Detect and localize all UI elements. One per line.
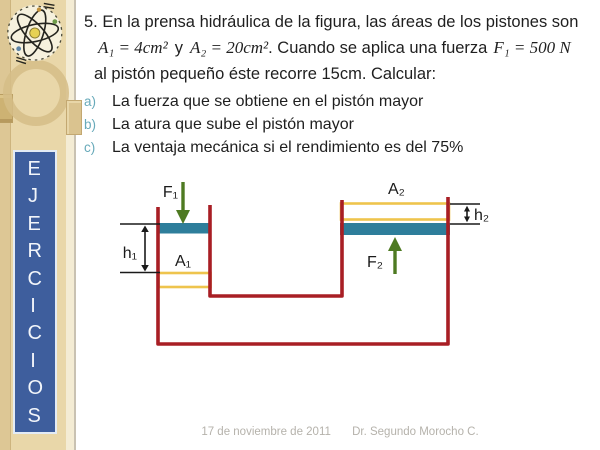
- list-text-b: La atura que sube el pistón mayor: [112, 116, 354, 133]
- problem-line-3: al pistón pequeño éste recorre 15cm. Calcular:: [94, 65, 437, 83]
- list-marker-a: a): [84, 94, 97, 109]
- footer-date: 17 de noviembre de 2011: [201, 426, 331, 438]
- problem-line-1: 5. En la prensa hidráulica de la figura, las áreas de los pistones son: [84, 13, 579, 31]
- question-list: [84, 93, 584, 162]
- h1-arrowhead-bottom: [141, 265, 149, 272]
- sidebar-divider-line: [74, 0, 76, 450]
- ejercicios-banner: [13, 150, 57, 434]
- large-piston-final: [341, 204, 449, 220]
- ejercicios-vertical-title: EJERCICIOS: [27, 158, 48, 427]
- sidebar-divider-gap: [66, 0, 74, 450]
- slide-footer: [80, 426, 600, 438]
- list-marker-c: c): [84, 140, 96, 155]
- label-f2: F₂: [367, 254, 383, 271]
- h2-arrowhead-bottom: [464, 217, 470, 223]
- list-marker-b: b): [84, 117, 97, 132]
- h2-arrowhead-top: [464, 206, 470, 212]
- conjunction: y: [174, 39, 183, 57]
- label-h1: h₁: [122, 245, 137, 262]
- list-text-c: La ventaja mecánica si el rendimiento es del 75%: [112, 139, 464, 156]
- hydraulic-press-diagram: [110, 168, 510, 368]
- sidebar: [0, 0, 76, 450]
- math-area-2: A₂ = 20cm²: [189, 38, 269, 57]
- list-item-b: [84, 116, 584, 139]
- label-f1: F₁: [162, 184, 178, 201]
- footer-author: Dr. Segundo Morocho C.: [352, 426, 479, 438]
- sidebar-edge-strip: [0, 0, 11, 450]
- label-h2: h₂: [474, 207, 490, 224]
- label-a2: A₂: [388, 181, 405, 198]
- label-a1: A₁: [175, 253, 192, 270]
- problem-line-2-mid: . Cuando se aplica una fuerza: [268, 39, 488, 57]
- f2-arrowhead: [388, 237, 402, 251]
- container-inner-wall: [210, 200, 342, 296]
- list-text-a: La fuerza que se obtiene en el pistón mayor: [112, 93, 424, 110]
- math-force-1: F₁ = 500 N: [493, 38, 571, 57]
- atom-icon: [0, 0, 72, 73]
- small-piston-final: [159, 273, 211, 287]
- f1-arrowhead: [176, 210, 190, 224]
- list-item-a: [84, 93, 584, 116]
- problem-statement: [84, 9, 596, 87]
- math-area-1: A₁ = 4cm²: [98, 38, 168, 57]
- h1-arrowhead-top: [141, 226, 149, 233]
- small-piston-initial: [157, 223, 211, 234]
- list-item-c: [84, 139, 584, 162]
- large-piston-initial: [340, 223, 450, 235]
- problem-line-2: [84, 35, 596, 61]
- square-decoration: [66, 100, 82, 135]
